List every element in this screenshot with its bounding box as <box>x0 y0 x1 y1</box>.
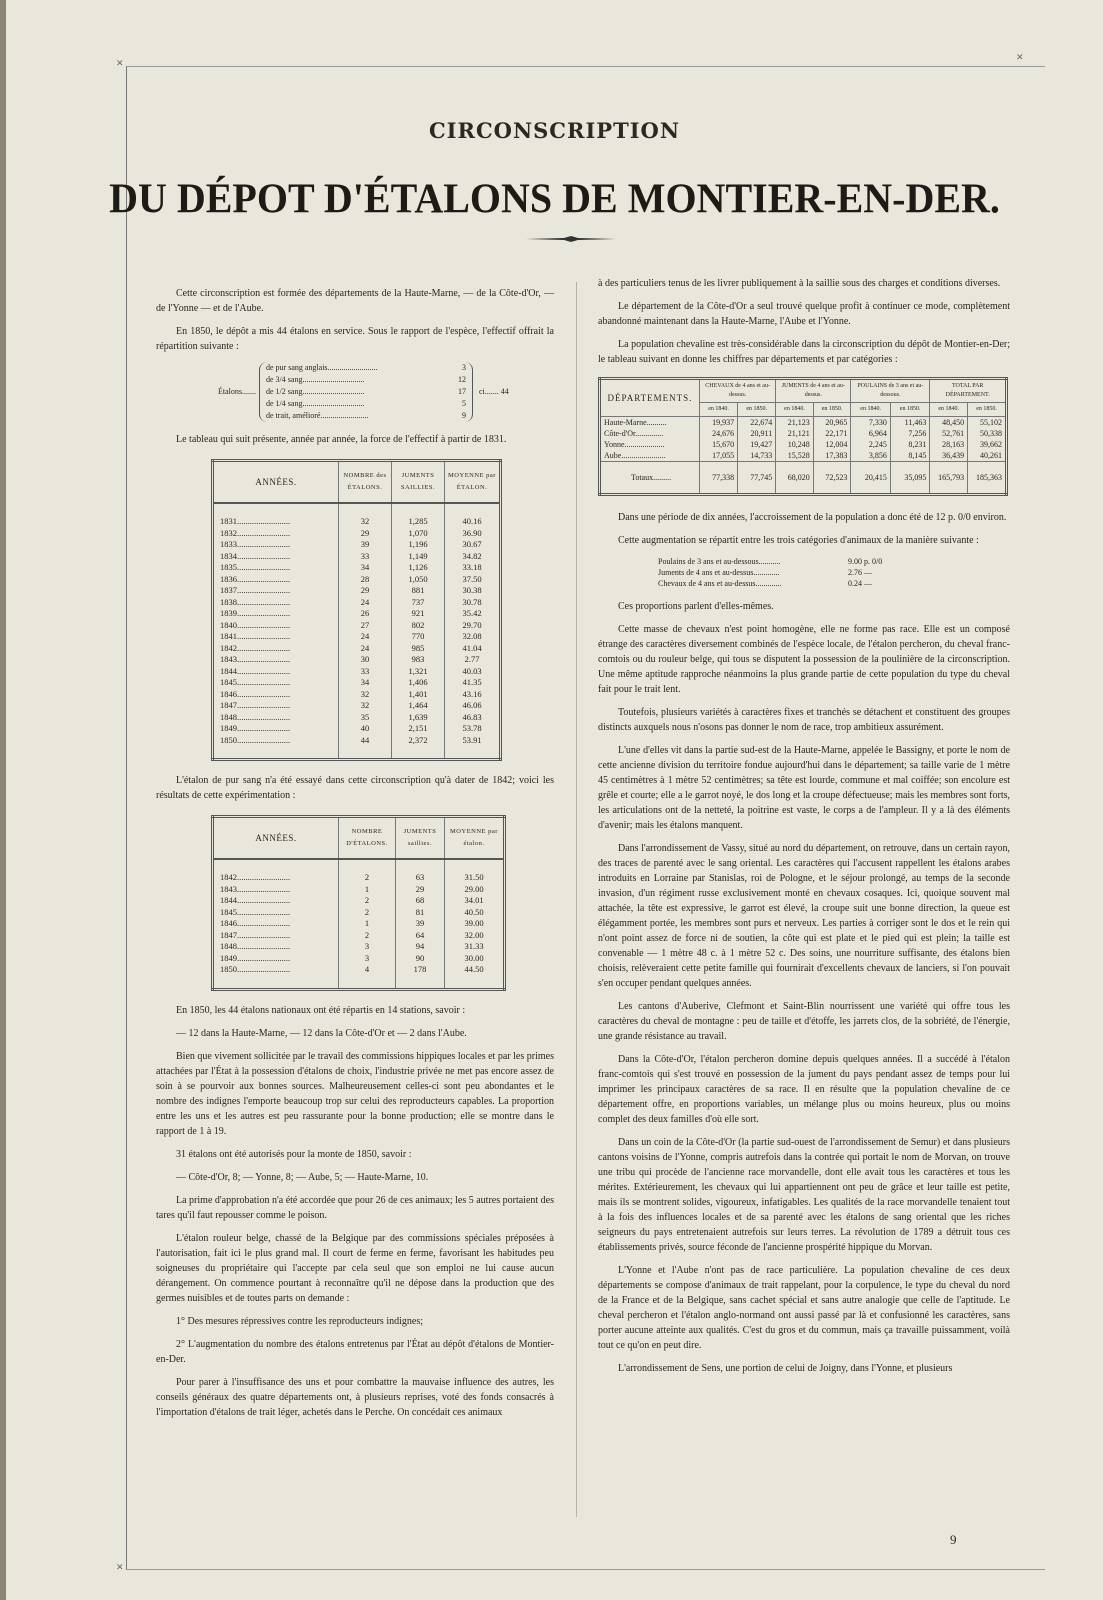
table-cell: 24 <box>339 631 392 643</box>
table-cell: 27 <box>339 620 392 632</box>
table-cell: 1835......................... <box>213 562 339 574</box>
table-cell: 32.08 <box>445 631 501 643</box>
table-cell: 1844......................... <box>213 666 339 678</box>
breakdown-item: de trait, amélioré........................ 9 <box>266 411 466 420</box>
paragraph: Dans un coin de la Côte-d'Or (la partie sud-ouest de l'arrondissement de Semur) et dans plusieurs cantons voisins de l'Yonne, compris autrefois dans la contrée qui portait le nom de Morvan, on trouve une tribu qui procède de l'ancienne race morvandelle, dont elle avait tous les caractères et tous les mérites. Extérieurement, les chevaux qui lui appartiennent ont peu de grâce et leur taille est petite, mais ils se montrent solides, vigoureux, infatigables. Les qualités de la race morvandelle tenaient tout à la fois des influences locales et de sa parenté avec les étalons de sang oriental que les riches seigneurs du pays entretenaient autrefois sur leurs terres. La révolution de 1789 a détruit tous ces établissements privés, source féconde de l'ancienne prospérité hippique du Morvan. <box>598 1137 1010 1253</box>
table-header: en 1850. <box>738 403 776 417</box>
table-cell: 17,383 <box>813 450 851 462</box>
table-cell: 32 <box>339 503 392 528</box>
table-cell: 19,937 <box>700 417 738 429</box>
table-thoroughbred-1842-1850 <box>211 815 506 991</box>
table-cell: 1 <box>339 918 396 930</box>
table-cell: 39 <box>396 918 445 930</box>
table-cell: 30 <box>339 654 392 666</box>
table-cell: 24 <box>339 597 392 609</box>
table-header: ANNÉES. <box>213 817 339 860</box>
table-cell: 2.77 <box>445 654 501 666</box>
paragraph: Dans une période de dix années, l'accroissement de la population a donc été de 12 p. 0/0 environ. <box>618 512 1007 523</box>
table-cell: 770 <box>392 631 445 643</box>
table-cell: 10,248 <box>776 439 814 450</box>
paragraph: L'une d'elles vit dans la partie sud-est de la Haute-Marne, appelée le Bassigny, et porte le nom de cette ancienne division du territoire fondue aujourd'hui dans le département; sa taille varie de 1 mètre 45 centimètres à 1 mètre 52 centimètres; sa tête est lourde, commune et mal coiffée; son encolure est grêle et courte; elle a le garrot noyé, le dos long et la croupe défectueuse; mais les membres sont forts, les articulations ont de la netteté, la poitrine est vaste, le corps a de l'ampleur. Il y a là des éléments d'avenir; mais les étalons manquent. <box>598 745 1010 831</box>
table-cell: 1845......................... <box>213 907 339 919</box>
table-header: JUMENTS saillies. <box>396 817 445 860</box>
table-row <box>213 551 501 563</box>
table-row <box>213 528 501 540</box>
table-cell: 53.91 <box>445 735 501 760</box>
table-cell: 1850......................... <box>213 964 339 989</box>
table-stallions-1831-1850 <box>211 459 502 761</box>
table-cell: 31.50 <box>445 859 505 884</box>
table-cell: 40,261 <box>968 450 1007 462</box>
table-cell: 39.00 <box>445 918 505 930</box>
paragraph: 31 étalons ont été autorisés pour la monte de 1850, savoir : <box>176 1148 412 1160</box>
table-row <box>600 450 1007 462</box>
table-row <box>213 941 505 953</box>
table-cell: 68 <box>396 895 445 907</box>
table-header: TOTAL PAR DÉPARTEMENT. <box>930 379 1007 403</box>
increase-row: Chevaux de 4 ans et au-dessus............. 0.24 — <box>658 579 872 588</box>
table-cell: 8,231 <box>890 439 930 450</box>
table-cell: 2 <box>339 907 396 919</box>
table-cell: 32 <box>339 700 392 712</box>
table-cell: 1834......................... <box>213 551 339 563</box>
table-cell: 28 <box>339 574 392 586</box>
table-cell: 1847......................... <box>213 930 339 942</box>
table-cell: 29.00 <box>445 884 505 896</box>
table-cell: 46.83 <box>445 712 501 724</box>
table-cell: 11,463 <box>890 417 930 429</box>
table-cell: 1,050 <box>392 574 445 586</box>
table-cell: 2,245 <box>851 439 891 450</box>
table-cell: 983 <box>392 654 445 666</box>
table-cell: 8,145 <box>890 450 930 462</box>
table-cell: 2,372 <box>392 735 445 760</box>
table-cell: 72,523 <box>813 462 851 495</box>
table-cell: 29.70 <box>445 620 501 632</box>
table-cell: 1,321 <box>392 666 445 678</box>
table-cell: 40.50 <box>445 907 505 919</box>
paragraph: Le département de la Côte-d'Or a seul trouvé quelque profit à continuer ce mode, complètement abandonné maintenant dans la Haute-Marne, l'Aube et l'Yonne. <box>598 301 1010 327</box>
table-cell: 1,070 <box>392 528 445 540</box>
table-cell: 29 <box>339 585 392 597</box>
table-header: MOYENNE par étalon. <box>445 817 505 860</box>
paragraph: Bien que vivement sollicitée par le travail des commissions hippiques locales et par les primes attachées par l'État à la possession d'étalons de choix, l'industrie privée ne met pas encore assez de soin à se pourvoir aux bonnes sources. Malheureusement celles-ci sont peu abondantes et le nombre des indignes l'emporte beaucoup trop sur celui des reproducteurs capables. La proportion entre les uns et les autres est peu rassurante pour la bonne production; elle se montre dans le rapport de 1 à 19. <box>156 1050 554 1137</box>
table-cell: 20,911 <box>738 428 776 439</box>
table-cell: 1849......................... <box>213 953 339 965</box>
table-cell: Côte-d'Or.............. <box>600 428 700 439</box>
table-cell: 1833......................... <box>213 539 339 551</box>
table-cell: 26 <box>339 608 392 620</box>
table-cell: Yonne.................... <box>600 439 700 450</box>
table-header: CHEVAUX de 4 ans et au-dessus. <box>700 379 776 403</box>
table-cell: 33.18 <box>445 562 501 574</box>
table-cell: 40.16 <box>445 503 501 528</box>
table-cell: 44.50 <box>445 964 505 989</box>
breakdown-items <box>259 362 473 422</box>
table-cell: 68,020 <box>776 462 814 495</box>
table-row <box>213 723 501 735</box>
page-number: 9 <box>950 1532 957 1547</box>
paragraph: 1° Des mesures répressives contre les reproducteurs indignes; <box>176 1315 423 1327</box>
table-row <box>213 859 505 884</box>
page <box>6 0 1103 1600</box>
right-column <box>598 276 1010 1384</box>
left-column <box>156 286 554 1428</box>
table-cell: 1,285 <box>392 503 445 528</box>
table-cell: 2 <box>339 859 396 884</box>
table-cell: 1850......................... <box>213 735 339 760</box>
table-header: en 1850. <box>968 403 1007 417</box>
table-cell: 34.82 <box>445 551 501 563</box>
table-cell: 12,004 <box>813 439 851 450</box>
table-cell: 1,639 <box>392 712 445 724</box>
table-cell: 34.01 <box>445 895 505 907</box>
breakdown-total: ci....... 44 <box>479 387 509 396</box>
table-cell: 36,439 <box>930 450 968 462</box>
table-cell: 77,338 <box>700 462 738 495</box>
table-header: JUMENTS SAILLIES. <box>392 461 445 504</box>
table-row <box>213 735 501 760</box>
table-cell: 46.06 <box>445 700 501 712</box>
table-cell: Haute-Marne.......... <box>600 417 700 429</box>
table-cell: 1831......................... <box>213 503 339 528</box>
table-cell: Aube...................... <box>600 450 700 462</box>
table-row <box>213 539 501 551</box>
table-cell: 50,338 <box>968 428 1007 439</box>
crop-mark: ✕ <box>1016 52 1024 62</box>
table-cell: 921 <box>392 608 445 620</box>
table-cell: 178 <box>396 964 445 989</box>
table-row <box>213 666 501 678</box>
table-cell: 881 <box>392 585 445 597</box>
table-cell: Totaux......... <box>600 462 700 495</box>
table-cell: 1845......................... <box>213 677 339 689</box>
paragraph: L'Yonne et l'Aube n'ont pas de race particulière. La population chevaline de ces deux départements se compose d'animaux de trait rappelant, pour la corpulence, le type du cheval du nord de la France et de la Belgique, sans cachet spécial et sans autre analogie que celle de l'aptitude. Le cheval percheron et l'étalon anglo-normand ont aussi passé par là et confusionné les caractères, sans porter aucune atteinte aux qualités. C'est du gros et du commun, mais ça travaille puissamment, voilà tout ce qu'on en peut dire. <box>598 1265 1010 1351</box>
table-cell: 33 <box>339 666 392 678</box>
table-cell: 4 <box>339 964 396 989</box>
table-cell: 1846......................... <box>213 689 339 701</box>
paragraph: — Côte-d'Or, 8; — Yonne, 8; — Aube, 5; — Haute-Marne, 10. <box>176 1171 429 1183</box>
table-cell: 1,406 <box>392 677 445 689</box>
table-row <box>213 895 505 907</box>
table-cell: 1843......................... <box>213 654 339 666</box>
breakdown-item: de 1/2 sang............................... 17 <box>266 387 466 396</box>
table-cell: 29 <box>339 528 392 540</box>
table-header: en 1850. <box>890 403 930 417</box>
table-cell: 7,256 <box>890 428 930 439</box>
table-row <box>213 712 501 724</box>
table-row <box>213 953 505 965</box>
table-cell: 1,464 <box>392 700 445 712</box>
table-cell: 77,745 <box>738 462 776 495</box>
table-cell: 33 <box>339 551 392 563</box>
table-cell: 3 <box>339 941 396 953</box>
table-cell: 1839......................... <box>213 608 339 620</box>
table-cell: 44 <box>339 735 392 760</box>
table-header: en 1840. <box>776 403 814 417</box>
breakdown-item: de 3/4 sang............................... 12 <box>266 375 466 384</box>
table-cell: 802 <box>392 620 445 632</box>
table-row <box>213 631 501 643</box>
table-cell: 1842......................... <box>213 859 339 884</box>
table-cell: 1,401 <box>392 689 445 701</box>
table-cell: 165,793 <box>930 462 968 495</box>
table-cell: 48,450 <box>930 417 968 429</box>
table-cell: 1844......................... <box>213 895 339 907</box>
paragraph: Dans l'arrondissement de Vassy, situé au nord du département, on retrouve, dans un certain rayon, des traces de parenté avec le sang oriental. Les caractères qui l'accusent rappellent les étalons arabes introduits en Lorraine par Stanislas, roi de Pologne, et le séjour prolongé, au temps de la seconde invasion, d'un régiment russe exclusivement monté en chevaux cosaques. Ici, quoique souvent mal attachée, la tête est expressive, le garrot est élevé, la croupe suit une bonne direction, la queue est élégamment portée, les membres sont purs et nerveux. Les parties à corriger sont le dos et le rein qui n'ont point assez de force ni de soutien, la côte qui est plate et le pied qui est plein; la taille est convenable — 1 mètre 48 c. à 1 mètre 52 c. Des soins, une nourriture suffisante, des étalons bien choisis, relèveraient cette petite famille qui fournirait d'excellents chevaux de lanciers, si l'on pouvait s'en occuper pendant quelques années. <box>598 843 1010 989</box>
table-cell: 35.42 <box>445 608 501 620</box>
table-header: MOYENNE par ÉTALON. <box>445 461 501 504</box>
table-cell: 41.35 <box>445 677 501 689</box>
table-row <box>213 907 505 919</box>
table-cell: 1848......................... <box>213 941 339 953</box>
table-cell: 28,163 <box>930 439 968 450</box>
table-cell: 1849......................... <box>213 723 339 735</box>
table-row <box>213 677 501 689</box>
table-row <box>213 585 501 597</box>
paragraph: Ces proportions parlent d'elles-mêmes. <box>618 601 774 612</box>
table-cell: 52,761 <box>930 428 968 439</box>
table-cell: 1 <box>339 884 396 896</box>
table-row <box>213 608 501 620</box>
table-cell: 40 <box>339 723 392 735</box>
table-cell: 1841......................... <box>213 631 339 643</box>
table-cell: 21,123 <box>776 417 814 429</box>
table-cell: 185,363 <box>968 462 1007 495</box>
table-cell: 1843......................... <box>213 884 339 896</box>
table-cell: 41.04 <box>445 643 501 655</box>
table-cell: 1837......................... <box>213 585 339 597</box>
table-row <box>600 428 1007 439</box>
paragraph: La prime d'approbation n'a été accordée que pour 26 de ces animaux; les 5 autres portaient des tares qu'il faut repousser comme le poison. <box>156 1194 554 1221</box>
table-cell: 2 <box>339 895 396 907</box>
crop-mark: ✕ <box>116 58 124 68</box>
table-cell: 31.33 <box>445 941 505 953</box>
stallion-breakdown <box>156 362 554 422</box>
table-cell: 36.90 <box>445 528 501 540</box>
table-cell: 1838......................... <box>213 597 339 609</box>
table-cell: 34 <box>339 562 392 574</box>
paragraph: — 12 dans la Haute-Marne, — 12 dans la Côte-d'Or et — 2 dans l'Aube. <box>176 1027 467 1039</box>
paragraph: La population chevaline est très-considérable dans la circonscription du dépôt de Montier-en-Der; le tableau suivant en donne les chiffres par départements et par catégories : <box>598 339 1010 365</box>
page-title: DU DÉPOT D'ÉTALONS DE MONTIER-EN-DER. <box>109 174 1000 223</box>
table-cell: 7,330 <box>851 417 891 429</box>
table-cell: 22,171 <box>813 428 851 439</box>
table-cell: 81 <box>396 907 445 919</box>
table-cell: 30.38 <box>445 585 501 597</box>
table-cell: 21,121 <box>776 428 814 439</box>
table-cell: 1847......................... <box>213 700 339 712</box>
table-cell: 1832......................... <box>213 528 339 540</box>
paragraph: Cette circonscription est formée des départements de la Haute-Marne, — de la Côte-d'Or, — de l'Yonne — et de l'Aube. <box>156 288 554 314</box>
table-row <box>213 884 505 896</box>
paragraph: Le tableau qui suit présente, année par année, la force de l'effectif à partir de 1831. <box>176 434 507 445</box>
table-cell: 55,102 <box>968 417 1007 429</box>
table-cell: 32 <box>339 689 392 701</box>
table-totals-row <box>600 462 1007 495</box>
table-cell: 2 <box>339 930 396 942</box>
table-cell: 20,965 <box>813 417 851 429</box>
table-row <box>213 574 501 586</box>
table-header: en 1840. <box>930 403 968 417</box>
table-row <box>213 597 501 609</box>
table-cell: 1846......................... <box>213 918 339 930</box>
breakdown-item: de 1/4 sang............................... 5 <box>266 399 466 408</box>
table-cell: 22,674 <box>738 417 776 429</box>
table-cell: 94 <box>396 941 445 953</box>
table-cell: 1,196 <box>392 539 445 551</box>
table-row <box>213 620 501 632</box>
paragraph: L'arrondissement de Sens, une portion de celui de Joigny, dans l'Yonne, et plusieurs <box>618 1363 953 1374</box>
table-header: POULAINS de 3 ans et au-dessous. <box>851 379 930 403</box>
table-row <box>213 964 505 989</box>
paragraph: Les cantons d'Auberive, Clefmont et Saint-Blin nourrissent une variété qui offre tous les caractères du cheval de montagne : peu de taille et d'étoffe, les jarrets clos, de la sobriété, de l'énergie, une grande résistance au travail. <box>598 1001 1010 1042</box>
table-cell: 1,149 <box>392 551 445 563</box>
table-header: en 1840. <box>851 403 891 417</box>
paragraph: L'étalon de pur sang n'a été essayé dans cette circonscription qu'à dater de 1842; voici les résultats de cette expérimentation : <box>156 775 554 801</box>
table-cell: 24 <box>339 643 392 655</box>
table-cell: 6,964 <box>851 428 891 439</box>
paragraph: à des particuliers tenus de les livrer publiquement à la saillie sous des charges et conditions diverses. <box>598 278 1001 289</box>
paragraph: En 1850, le dépôt a mis 44 étalons en service. Sous le rapport de l'espèce, l'effectif offrait la répartition suivante : <box>156 326 554 352</box>
table-header: DÉPARTEMENTS. <box>600 379 700 417</box>
table-cell: 63 <box>396 859 445 884</box>
table-header: NOMBRE des ÉTALONS. <box>339 461 392 504</box>
table-row <box>213 700 501 712</box>
table-cell: 1848......................... <box>213 712 339 724</box>
table-cell: 3,856 <box>851 450 891 462</box>
table-header: ANNÉES. <box>213 461 339 504</box>
table-row <box>213 643 501 655</box>
table-row <box>213 654 501 666</box>
table-row <box>213 918 505 930</box>
table-cell: 39,662 <box>968 439 1007 450</box>
table-cell: 20,415 <box>851 462 891 495</box>
paragraph: 2° L'augmentation du nombre des étalons entretenus par l'État au dépôt d'étalons de Montier-en-Der. <box>156 1338 554 1365</box>
table-cell: 1836......................... <box>213 574 339 586</box>
table-cell: 90 <box>396 953 445 965</box>
breakdown-label: Étalons....... <box>218 387 256 396</box>
ornament-divider <box>526 236 616 242</box>
table-row <box>213 503 501 528</box>
title-ornamental: CIRCONSCRIPTION <box>428 118 681 143</box>
table-cell: 64 <box>396 930 445 942</box>
table-row <box>600 439 1007 450</box>
paragraph: Toutefois, plusieurs variétés à caractères fixes et tranchés se détachent et constituent des groupes distincts auxquels nous n'osons pas donner le nom de race, trop ambitieux assurément. <box>598 707 1010 733</box>
table-cell: 43.16 <box>445 689 501 701</box>
paragraph: Dans la Côte-d'Or, l'étalon percheron domine depuis quelques années. Il a succédé à l'étalon franc-comtois qui s'est trouvé en possession de la jument du pays pendant assez de temps pour lui imprimer les principaux caractères de sa race. Il en résulte que la population chevaline de ce département offre, en proportions variables, un mélange plus ou moins heureux, plus ou moins complet des deux familles d'où elle sort. <box>598 1054 1010 1125</box>
increase-row: Poulains de 3 ans et au-dessous........... 9.00 p. 0/0 <box>658 557 883 566</box>
table-header: en 1840. <box>700 403 738 417</box>
increase-breakdown <box>658 556 1010 589</box>
table-cell: 30.00 <box>445 953 505 965</box>
table-cell: 24,676 <box>700 428 738 439</box>
table-cell: 15,528 <box>776 450 814 462</box>
table-cell: 40.03 <box>445 666 501 678</box>
table-cell: 1,126 <box>392 562 445 574</box>
paragraph: Pour parer à l'insuffisance des uns et pour combattre la mauvaise influence des autres, les conseils généraux des quatre départements ont, à plusieurs reprises, voté des fonds consacrés à l'importation d'étalons de trait léger, achetés dans le Perche. On concédait ces animaux <box>156 1376 554 1418</box>
table-header: NOMBRE D'ÉTALONS. <box>339 817 396 860</box>
table-cell: 985 <box>392 643 445 655</box>
table-cell: 32.00 <box>445 930 505 942</box>
table-cell: 1840......................... <box>213 620 339 632</box>
table-row <box>600 417 1007 429</box>
paragraph: Cette masse de chevaux n'est point homogène, elle ne forme pas race. Elle est un composé étrange des caractères diversement combinés de l'espèce locale, de l'étalon percheron, du cheval franc-comtois ou du rouleur belge, qui tous se disputent la possession de la poulinière de la circonscription. Une même aptitude rapproche néanmoins la plus grande partie de cette population du type du cheval fait pour le trait lent. <box>598 624 1010 695</box>
table-row <box>213 689 501 701</box>
column-divider <box>576 282 577 1517</box>
breakdown-item: de pur sang anglais......................... 3 <box>266 363 466 372</box>
table-cell: 37.50 <box>445 574 501 586</box>
table-cell: 34 <box>339 677 392 689</box>
table-cell: 17,055 <box>700 450 738 462</box>
table-cell: 2,151 <box>392 723 445 735</box>
table-cell: 3 <box>339 953 396 965</box>
paragraph: En 1850, les 44 étalons nationaux ont été répartis en 14 stations, savoir : <box>176 1004 466 1016</box>
table-cell: 15,670 <box>700 439 738 450</box>
table-cell: 53.78 <box>445 723 501 735</box>
table-row <box>213 562 501 574</box>
paragraph: Cette augmentation se répartit entre les trois catégories d'animaux de la manière suivante : <box>618 535 979 546</box>
table-cell: 35 <box>339 712 392 724</box>
table-cell: 14,733 <box>738 450 776 462</box>
table-cell: 1842......................... <box>213 643 339 655</box>
table-header: JUMENTS de 4 ans et au-dessus. <box>776 379 851 403</box>
table-cell: 30.67 <box>445 539 501 551</box>
table-cell: 737 <box>392 597 445 609</box>
table-header: en 1850. <box>813 403 851 417</box>
table-cell: 39 <box>339 539 392 551</box>
table-cell: 19,427 <box>738 439 776 450</box>
increase-row: Juments de 4 ans et au-dessus............. 2.76 — <box>658 568 872 577</box>
table-horse-population <box>598 377 1008 496</box>
table-row <box>213 930 505 942</box>
paragraph: L'étalon rouleur belge, chassé de la Belgique par des commissions spéciales préposées à l'autorisation, fait ici le plus grand mal. Il court de ferme en ferme, favorisant les habitudes peu soigneuses du propriétaire qui l'accepte par cela seul que son emploi ne lui cause aucun dérangement. On commence pourtant à reconnaître qu'il ne dépose dans la production que des germes nuisibles et de toutes parts on demande : <box>156 1232 554 1304</box>
table-cell: 35,095 <box>890 462 930 495</box>
table-cell: 29 <box>396 884 445 896</box>
crop-mark: ✕ <box>116 1562 124 1572</box>
table-cell: 30.78 <box>445 597 501 609</box>
